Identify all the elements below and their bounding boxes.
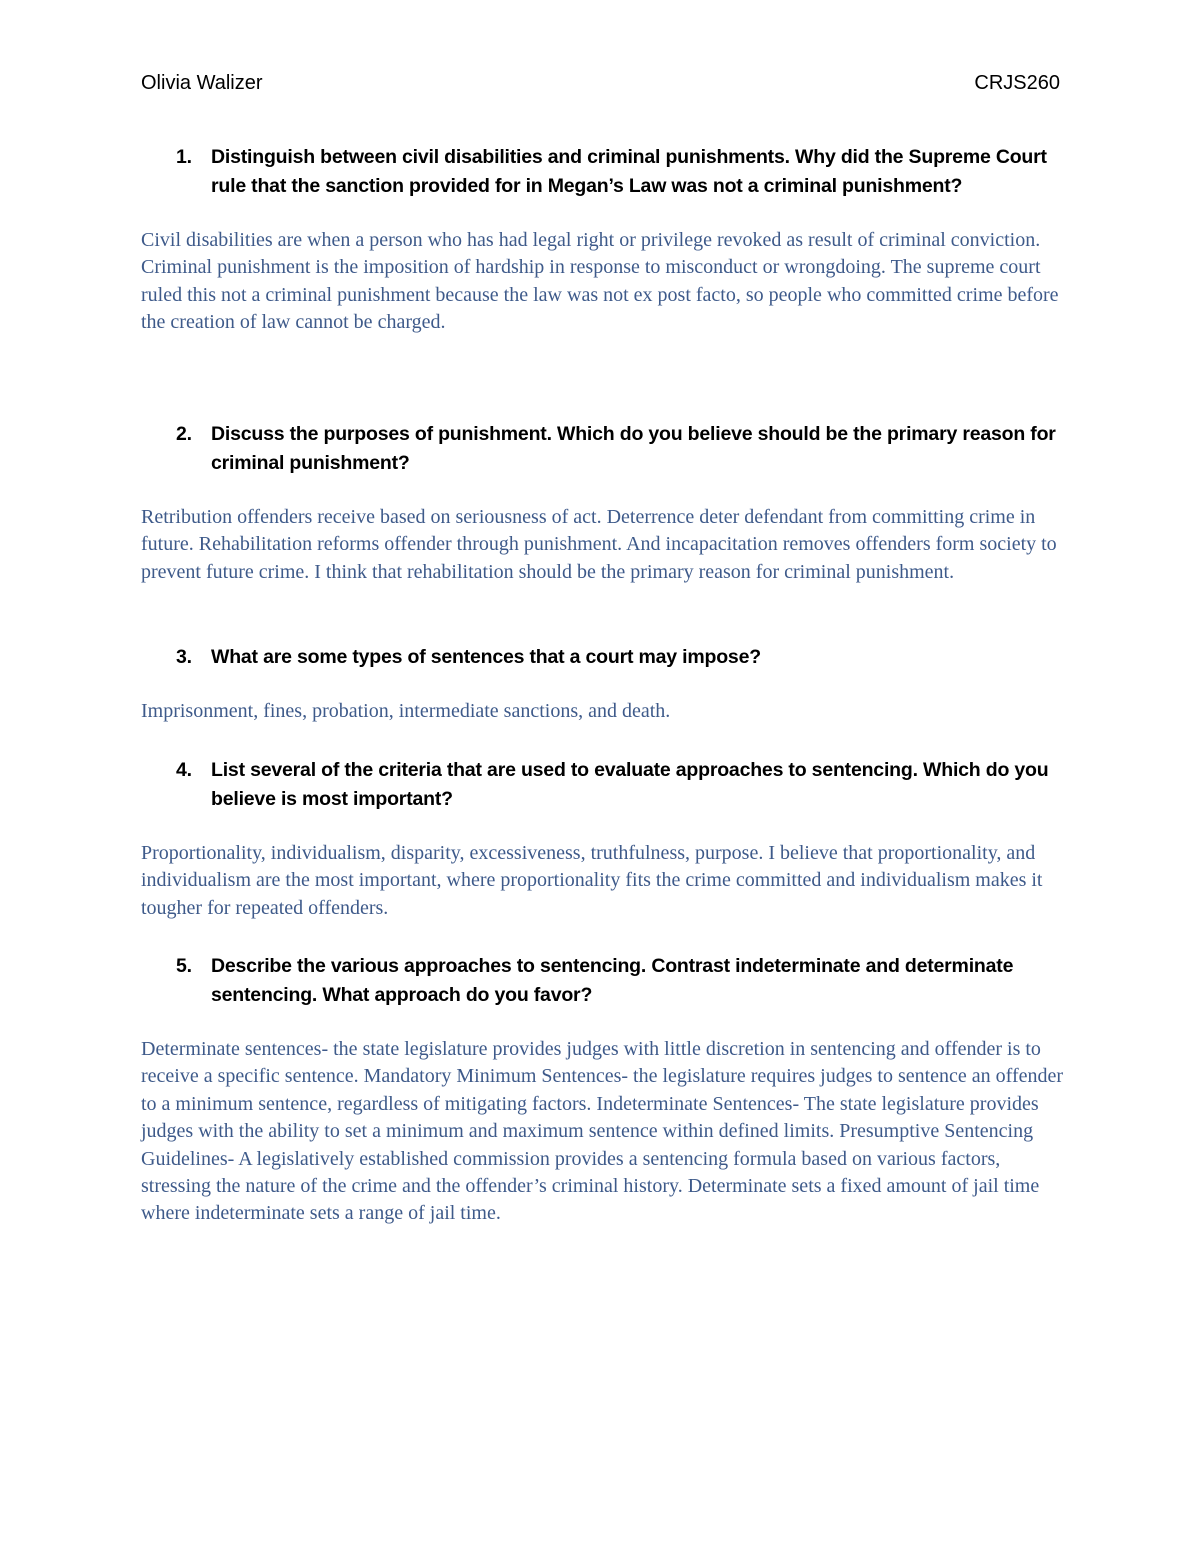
question-number: 2. [176,423,192,445]
question-1 [141,143,1066,201]
question-number: 4. [176,759,192,781]
question-number: 5. [176,955,192,977]
question-text: Distinguish between civil disabilities and criminal punishments. Why did the Supreme Court rule that the sanction provided for in Megan’s Law was not a criminal punishment? [211,146,1047,197]
answer-3: Imprisonment, fines, probation, intermediate sanctions, and death. [141,700,671,722]
question-text: Describe the various approaches to sentencing. Contrast indeterminate and determinate sentencing. What approach do you favor? [211,955,1014,1006]
question-number: 3. [176,646,192,668]
qa-item-4 [141,756,1066,922]
qa-item-5 [141,952,1066,1228]
qa-item-1 [141,143,1066,337]
qa-item-2 [141,420,1066,586]
answer-4: Proportionality, individualism, disparity, excessiveness, truthfulness, purpose. I believe that proportionality, and individualism are the most important, where proportionality fits the crime committed and individualism makes it tougher for repeated offenders. [141,842,1043,919]
author-name: Olivia Walizer [141,72,263,94]
qa-item-3 [141,643,1066,725]
answer-2: Retribution offenders receive based on seriousness of act. Deterrence deter defendant from committing crime in future. Rehabilitation reforms offender through punishment. And incapacitation removes offenders form society to prevent future crime. I think that rehabilitation should be the primary reason for criminal punishment. [141,506,1057,583]
question-2 [141,420,1066,478]
question-3 [141,643,1066,672]
question-text: List several of the criteria that are used to evaluate approaches to sentencing. Which do you believe is most important? [211,759,1049,810]
question-text: What are some types of sentences that a court may impose? [211,646,761,668]
answer-1: Civil disabilities are when a person who has had legal right or privilege revoked as result of criminal conviction. Criminal punishment is the imposition of hardship in response to misconduct or wrongdoing. The supreme court ruled this not a criminal punishment because the law was not ex post facto, so people who committed crime before the creation of law cannot be charged. [141,229,1059,334]
question-text: Discuss the purposes of punishment. Which do you believe should be the primary reason for criminal punishment? [211,423,1056,474]
question-4 [141,756,1066,814]
page-header [141,72,1060,102]
course-code: CRJS260 [974,72,1060,94]
answer-5: Determinate sentences- the state legislature provides judges with little discretion in sentencing and offender is to receive a specific sentence. Mandatory Minimum Sentences- the legislature requires judges to sentence an offender to a minimum sentence, regardless of mitigating factors. Indeterminate Sentences- The state legislature provides judges with the ability to set a minimum and maximum sentence within defined limits. Presumptive Sentencing Guidelines- A legislatively established commission provides a sentencing formula based on various factors, stressing the nature of the crime and the offender’s criminal history. Determinate sets a fixed amount of jail time where indeterminate sets a range of jail time. [141,1038,1064,1225]
question-number: 1. [176,146,192,168]
question-5 [141,952,1066,1010]
